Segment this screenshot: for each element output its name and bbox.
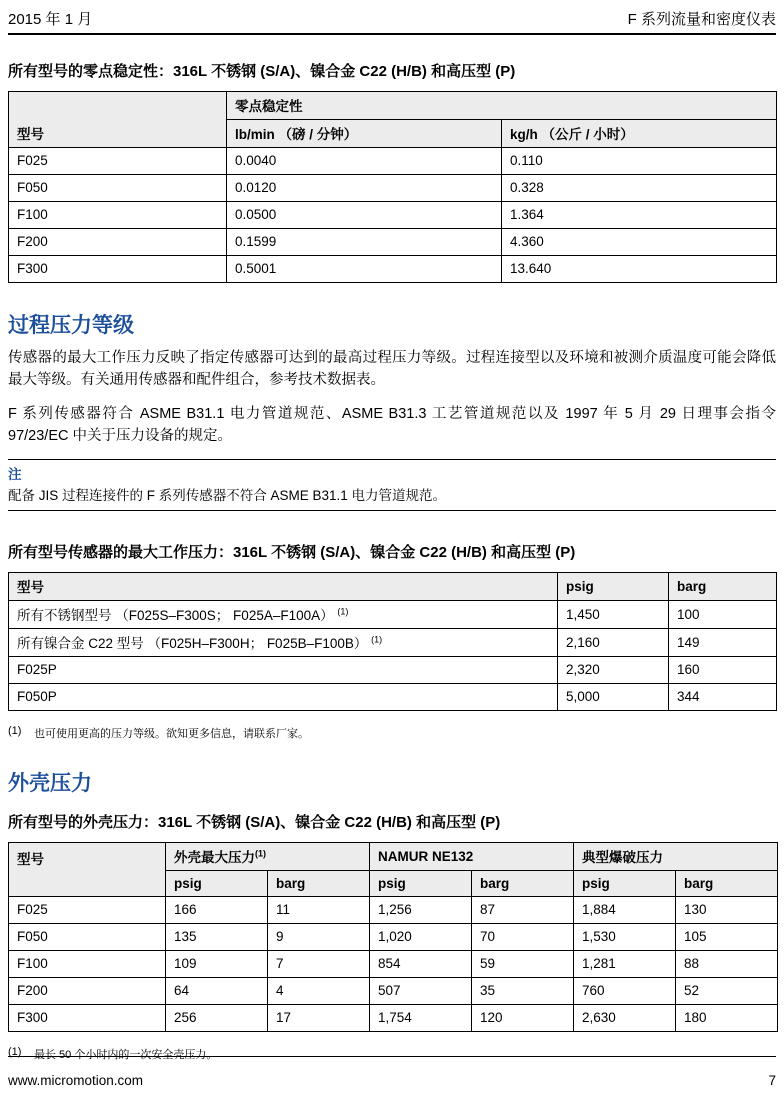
column-header-model: 型号 bbox=[9, 843, 166, 897]
cell-barg: 87 bbox=[472, 897, 574, 924]
cell-model bbox=[9, 629, 558, 657]
cell-barg: 100 bbox=[669, 601, 777, 629]
cell-model: F300 bbox=[9, 256, 227, 283]
column-header-lbmin: lb/min （磅 / 分钟） bbox=[227, 120, 502, 148]
footnote-number: (1) bbox=[8, 1046, 22, 1058]
cell-model: F100 bbox=[9, 951, 166, 978]
cell-model: F200 bbox=[9, 978, 166, 1005]
running-header bbox=[8, 8, 776, 35]
cell-barg: 88 bbox=[676, 951, 778, 978]
model-text: 所有镍合金 C22 型号 （F025H–F300H； F025B–F100B） bbox=[17, 636, 368, 651]
note-block bbox=[8, 459, 776, 511]
cell-psig: 760 bbox=[574, 978, 676, 1005]
cell-barg: 59 bbox=[472, 951, 574, 978]
max-working-pressure-heading: 所有型号传感器的最大工作压力：316L 不锈钢 (S/A)、镍合金 C22 (H/B) 和高压型 (P) bbox=[8, 544, 576, 561]
zero-stability-heading: 所有型号的零点稳定性：316L 不锈钢 (S/A)、镍合金 C22 (H/B) 和高压型 (P) bbox=[8, 63, 516, 80]
cell-psig: 1,530 bbox=[574, 924, 676, 951]
cell-kgh: 1.364 bbox=[502, 202, 777, 229]
cell-barg: 130 bbox=[676, 897, 778, 924]
process-pressure-section-heading: 过程压力等级 bbox=[8, 314, 134, 337]
cell-psig: 1,450 bbox=[558, 601, 669, 629]
cell-barg: 17 bbox=[268, 1005, 370, 1032]
table-row bbox=[9, 951, 778, 978]
column-group-typical-burst-pressure: 典型爆破压力 bbox=[574, 843, 778, 871]
max-working-pressure-table bbox=[8, 572, 777, 711]
process-pressure-paragraph-1: 传感器的最大工作压力反映了指定传感器可达到的最高过程压力等级。过程连接型以及环境和被测介质温度可能会降低最大等级。有关通用传感器和配件组合，参考技术数据表。 bbox=[8, 350, 776, 388]
cell-lbmin: 0.1599 bbox=[227, 229, 502, 256]
table-row bbox=[9, 978, 778, 1005]
table-header-row bbox=[9, 573, 777, 601]
header-date: 2015 年 1 月 bbox=[8, 11, 93, 28]
cell-model: F200 bbox=[9, 229, 227, 256]
cell-model bbox=[9, 601, 558, 629]
cell-barg: 120 bbox=[472, 1005, 574, 1032]
column-header-model: 型号 bbox=[9, 573, 558, 601]
footnote-ref: (1) bbox=[337, 606, 349, 617]
table-row bbox=[9, 256, 777, 283]
cell-barg: 35 bbox=[472, 978, 574, 1005]
cell-psig: 256 bbox=[166, 1005, 268, 1032]
cell-barg: 11 bbox=[268, 897, 370, 924]
cell-lbmin: 0.0500 bbox=[227, 202, 502, 229]
footnote-text: 也可使用更高的压力等级。欲知更多信息，请联系厂家。 bbox=[34, 728, 309, 740]
table-row bbox=[9, 175, 777, 202]
cell-barg: 180 bbox=[676, 1005, 778, 1032]
table-row bbox=[9, 657, 777, 684]
footnote-ref: (1) bbox=[371, 634, 383, 645]
cell-psig: 1,256 bbox=[370, 897, 472, 924]
cell-psig: 5,000 bbox=[558, 684, 669, 711]
group-label: 外壳最大压力 bbox=[174, 850, 255, 865]
cell-psig: 64 bbox=[166, 978, 268, 1005]
table-row bbox=[9, 629, 777, 657]
table-row bbox=[9, 202, 777, 229]
cell-lbmin: 0.0040 bbox=[227, 148, 502, 175]
cell-psig: 1,281 bbox=[574, 951, 676, 978]
cell-barg: 149 bbox=[669, 629, 777, 657]
page-number: 7 bbox=[768, 1073, 776, 1088]
housing-pressure-section-heading: 外壳压力 bbox=[8, 772, 92, 795]
cell-barg: 4 bbox=[268, 978, 370, 1005]
column-header-psig: psig bbox=[574, 871, 676, 897]
model-text: F050P bbox=[17, 689, 57, 704]
table-row bbox=[9, 229, 777, 256]
process-pressure-paragraph-2: F 系列传感器符合 ASME B31.1 电力管道规范、ASME B31.3 工艺管道规范以及 1997 年 5 月 29 日理事会指令 97/23/EC 中关于压力设备的规定。 bbox=[8, 406, 776, 444]
cell-barg: 70 bbox=[472, 924, 574, 951]
column-header-psig: psig bbox=[558, 573, 669, 601]
cell-lbmin: 0.5001 bbox=[227, 256, 502, 283]
model-text: 所有不锈钢型号 （F025S–F300S； F025A–F100A） bbox=[17, 608, 334, 623]
cell-psig: 1,754 bbox=[370, 1005, 472, 1032]
cell-psig: 135 bbox=[166, 924, 268, 951]
note-text: 配备 JIS 过程连接件的 F 系列传感器不符合 ASME B31.1 电力管道规范。 bbox=[8, 488, 447, 503]
header-doc-title: F 系列流量和密度仪表 bbox=[627, 11, 776, 28]
cell-psig: 507 bbox=[370, 978, 472, 1005]
cell-model: F025 bbox=[9, 897, 166, 924]
footer-url-link[interactable]: www.micromotion.com bbox=[8, 1073, 144, 1088]
cell-psig: 1,884 bbox=[574, 897, 676, 924]
cell-model: F025 bbox=[9, 148, 227, 175]
table-row bbox=[9, 924, 778, 951]
cell-kgh: 13.640 bbox=[502, 256, 777, 283]
footnote-ref: (1) bbox=[255, 848, 266, 859]
cell-kgh: 4.360 bbox=[502, 229, 777, 256]
column-header-psig: psig bbox=[166, 871, 268, 897]
column-header-psig: psig bbox=[370, 871, 472, 897]
table-row bbox=[9, 684, 777, 711]
column-header-model: 型号 bbox=[9, 92, 227, 148]
cell-barg: 9 bbox=[268, 924, 370, 951]
note-label: 注 bbox=[8, 467, 22, 482]
column-header-kgh: kg/h （公斤 / 小时） bbox=[502, 120, 777, 148]
table-row bbox=[9, 897, 778, 924]
cell-barg: 105 bbox=[676, 924, 778, 951]
cell-psig: 854 bbox=[370, 951, 472, 978]
cell-psig: 2,630 bbox=[574, 1005, 676, 1032]
cell-barg: 160 bbox=[669, 657, 777, 684]
cell-psig: 109 bbox=[166, 951, 268, 978]
cell-kgh: 0.110 bbox=[502, 148, 777, 175]
column-header-barg: barg bbox=[676, 871, 778, 897]
cell-psig: 1,020 bbox=[370, 924, 472, 951]
column-group-zero-stability: 零点稳定性 bbox=[227, 92, 777, 120]
table-header-row bbox=[9, 92, 777, 120]
column-header-barg: barg bbox=[268, 871, 370, 897]
cell-model: F050 bbox=[9, 175, 227, 202]
column-group-housing-max-pressure bbox=[166, 843, 370, 871]
cell-psig: 2,160 bbox=[558, 629, 669, 657]
cell-model bbox=[9, 684, 558, 711]
zero-stability-table bbox=[8, 91, 777, 283]
cell-lbmin: 0.0120 bbox=[227, 175, 502, 202]
cell-psig: 2,320 bbox=[558, 657, 669, 684]
column-header-barg: barg bbox=[472, 871, 574, 897]
model-text: F025P bbox=[17, 662, 57, 677]
column-group-namur-ne132: NAMUR NE132 bbox=[370, 843, 574, 871]
table-row bbox=[9, 148, 777, 175]
cell-psig: 166 bbox=[166, 897, 268, 924]
table-header-row bbox=[9, 843, 778, 871]
running-footer bbox=[8, 1056, 776, 1088]
cell-model: F300 bbox=[9, 1005, 166, 1032]
footnote-text: 最长 50 个小时内的一次安全壳压力。 bbox=[34, 1049, 218, 1061]
cell-barg: 7 bbox=[268, 951, 370, 978]
table-row bbox=[9, 601, 777, 629]
cell-barg: 52 bbox=[676, 978, 778, 1005]
column-header-barg: barg bbox=[669, 573, 777, 601]
footnote bbox=[8, 725, 776, 741]
footnote-number: (1) bbox=[8, 725, 22, 737]
table-row bbox=[9, 1005, 778, 1032]
cell-model bbox=[9, 657, 558, 684]
cell-barg: 344 bbox=[669, 684, 777, 711]
cell-model: F100 bbox=[9, 202, 227, 229]
housing-pressure-heading: 所有型号的外壳压力：316L 不锈钢 (S/A)、镍合金 C22 (H/B) 和高压型 (P) bbox=[8, 814, 501, 831]
cell-kgh: 0.328 bbox=[502, 175, 777, 202]
cell-model: F050 bbox=[9, 924, 166, 951]
housing-pressure-table bbox=[8, 842, 778, 1032]
